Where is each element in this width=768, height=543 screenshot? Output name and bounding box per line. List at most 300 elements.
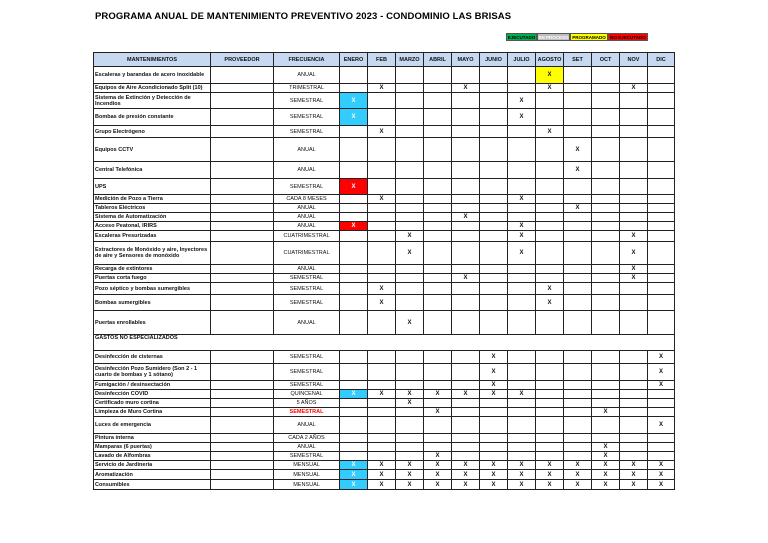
month-cell-agosto — [536, 242, 564, 265]
provider-cell — [211, 274, 274, 283]
month-cell-enero: X — [340, 109, 368, 126]
month-cell-nov — [620, 399, 648, 408]
table-row — [94, 109, 675, 126]
month-cell-agosto: X — [536, 480, 564, 490]
month-cell-junio — [480, 93, 508, 109]
month-cell-junio — [480, 311, 508, 335]
month-cell-julio — [508, 84, 536, 93]
month-cell-agosto — [536, 434, 564, 443]
month-cell-dic — [648, 434, 675, 443]
month-cell-abril — [424, 351, 452, 364]
month-cell-junio — [480, 417, 508, 434]
month-cell-junio — [480, 434, 508, 443]
month-cell-enero — [340, 126, 368, 138]
frequency-cell: SEMESTRAL — [274, 364, 340, 381]
month-cell-dic — [648, 452, 675, 461]
section-header-row — [94, 335, 675, 351]
month-cell-junio — [480, 109, 508, 126]
month-cell-oct — [592, 93, 620, 109]
month-cell-feb — [368, 179, 396, 195]
month-cell-enero — [340, 84, 368, 93]
table-row — [94, 381, 675, 390]
frequency-cell: QUINCENAL — [274, 390, 340, 399]
month-cell-junio — [480, 274, 508, 283]
column-header: FEB — [368, 53, 396, 67]
maintenance-schedule-table — [93, 52, 675, 490]
provider-cell — [211, 480, 274, 490]
month-cell-dic — [648, 138, 675, 162]
column-header: MARZO — [396, 53, 424, 67]
month-cell-oct — [592, 390, 620, 399]
month-cell-feb — [368, 311, 396, 335]
month-cell-set — [564, 364, 592, 381]
provider-cell — [211, 138, 274, 162]
month-cell-marzo — [396, 162, 424, 179]
column-header: JUNIO — [480, 53, 508, 67]
month-cell-mayo — [452, 408, 480, 417]
provider-cell — [211, 452, 274, 461]
table-row — [94, 364, 675, 381]
provider-cell — [211, 213, 274, 222]
month-cell-agosto — [536, 274, 564, 283]
month-cell-nov — [620, 364, 648, 381]
maintenance-name: Consumibles — [94, 480, 211, 490]
frequency-cell: SEMESTRAL — [274, 351, 340, 364]
month-cell-julio — [508, 204, 536, 213]
month-cell-marzo — [396, 364, 424, 381]
table-row — [94, 399, 675, 408]
month-cell-dic — [648, 295, 675, 311]
month-cell-mayo — [452, 242, 480, 265]
month-cell-oct — [592, 434, 620, 443]
column-header: ABRIL — [424, 53, 452, 67]
month-cell-julio — [508, 351, 536, 364]
month-cell-marzo — [396, 381, 424, 390]
month-cell-marzo — [396, 417, 424, 434]
maintenance-name: Central Telefónica — [94, 162, 211, 179]
month-cell-junio — [480, 399, 508, 408]
table-row — [94, 162, 675, 179]
month-cell-nov — [620, 417, 648, 434]
month-cell-nov — [620, 109, 648, 126]
maintenance-name: Desinfección COVID — [94, 390, 211, 399]
month-cell-feb — [368, 443, 396, 452]
month-cell-mayo — [452, 179, 480, 195]
month-cell-mayo — [452, 399, 480, 408]
frequency-cell: SEMESTRAL — [274, 283, 340, 295]
month-cell-nov — [620, 408, 648, 417]
month-cell-mayo — [452, 93, 480, 109]
month-cell-marzo: X — [396, 480, 424, 490]
month-cell-set: X — [564, 470, 592, 480]
month-cell-nov — [620, 381, 648, 390]
provider-cell — [211, 162, 274, 179]
month-cell-nov — [620, 204, 648, 213]
provider-cell — [211, 295, 274, 311]
month-cell-nov — [620, 93, 648, 109]
table-row — [94, 311, 675, 335]
month-cell-julio — [508, 399, 536, 408]
month-cell-junio: X — [480, 351, 508, 364]
month-cell-nov — [620, 213, 648, 222]
month-cell-oct — [592, 67, 620, 84]
table-row — [94, 138, 675, 162]
frequency-cell: MENSUAL — [274, 470, 340, 480]
month-cell-enero — [340, 195, 368, 204]
column-header: SET — [564, 53, 592, 67]
month-cell-set — [564, 195, 592, 204]
month-cell-marzo: X — [396, 311, 424, 335]
month-cell-marzo: X — [396, 390, 424, 399]
frequency-cell: CADA 8 MESES — [274, 195, 340, 204]
month-cell-julio — [508, 213, 536, 222]
frequency-cell: TRIMESTRAL — [274, 84, 340, 93]
month-cell-marzo — [396, 283, 424, 295]
column-header: MANTENIMIENTOS — [94, 53, 211, 67]
month-cell-nov — [620, 126, 648, 138]
month-cell-mayo — [452, 364, 480, 381]
provider-cell — [211, 470, 274, 480]
month-cell-julio: X — [508, 470, 536, 480]
month-cell-oct — [592, 109, 620, 126]
legend-item: EN PROCESO — [538, 35, 569, 40]
month-cell-oct — [592, 265, 620, 274]
month-cell-mayo: X — [452, 84, 480, 93]
month-cell-junio: X — [480, 480, 508, 490]
month-cell-dic: X — [648, 470, 675, 480]
column-header: DIC — [648, 53, 675, 67]
month-cell-julio — [508, 434, 536, 443]
month-cell-marzo — [396, 204, 424, 213]
frequency-cell: ANUAL — [274, 311, 340, 335]
month-cell-junio — [480, 195, 508, 204]
month-cell-abril — [424, 67, 452, 84]
month-cell-mayo — [452, 195, 480, 204]
month-cell-oct — [592, 213, 620, 222]
month-cell-oct: X — [592, 408, 620, 417]
month-cell-junio: X — [480, 364, 508, 381]
legend-item: PROGRAMADO — [570, 33, 608, 41]
month-cell-set — [564, 93, 592, 109]
month-cell-marzo: X — [396, 470, 424, 480]
month-cell-marzo — [396, 179, 424, 195]
month-cell-abril: X — [424, 480, 452, 490]
month-cell-agosto — [536, 109, 564, 126]
month-cell-junio: X — [480, 390, 508, 399]
month-cell-junio — [480, 283, 508, 295]
month-cell-dic — [648, 311, 675, 335]
month-cell-junio — [480, 452, 508, 461]
month-cell-nov — [620, 179, 648, 195]
month-cell-junio — [480, 162, 508, 179]
month-cell-abril — [424, 126, 452, 138]
month-cell-dic — [648, 408, 675, 417]
month-cell-set — [564, 231, 592, 242]
frequency-cell: SEMESTRAL — [274, 452, 340, 461]
maintenance-name: Extractores de Monóxido y aire, Inyectores de aire y Sensores de monóxido — [94, 242, 211, 265]
maintenance-name: Tableros Eléctricos — [94, 204, 211, 213]
month-cell-abril: X — [424, 470, 452, 480]
maintenance-name: Sistema de Extinción y Detección de Incendios — [94, 93, 211, 109]
month-cell-set: X — [564, 162, 592, 179]
month-cell-dic: X — [648, 480, 675, 490]
provider-cell — [211, 84, 274, 93]
month-cell-dic — [648, 109, 675, 126]
column-header: NOV — [620, 53, 648, 67]
month-cell-enero — [340, 274, 368, 283]
month-cell-marzo — [396, 84, 424, 93]
month-cell-abril — [424, 265, 452, 274]
month-cell-set — [564, 213, 592, 222]
month-cell-agosto — [536, 443, 564, 452]
maintenance-name: Equipos CCTV — [94, 138, 211, 162]
month-cell-marzo — [396, 295, 424, 311]
month-cell-nov: X — [620, 461, 648, 470]
month-cell-marzo — [396, 213, 424, 222]
month-cell-nov — [620, 283, 648, 295]
month-cell-mayo — [452, 67, 480, 84]
month-cell-julio — [508, 265, 536, 274]
month-cell-junio — [480, 179, 508, 195]
month-cell-feb — [368, 204, 396, 213]
month-cell-dic: X — [648, 417, 675, 434]
month-cell-abril — [424, 443, 452, 452]
month-cell-set — [564, 417, 592, 434]
provider-cell — [211, 434, 274, 443]
month-cell-abril — [424, 162, 452, 179]
column-header: AGOSTO — [536, 53, 564, 67]
month-cell-dic — [648, 274, 675, 283]
month-cell-junio — [480, 126, 508, 138]
month-cell-agosto — [536, 222, 564, 231]
maintenance-name: Bombas sumergibles — [94, 295, 211, 311]
frequency-cell: CADA 2 AÑOS — [274, 434, 340, 443]
table-row — [94, 67, 675, 84]
month-cell-oct — [592, 274, 620, 283]
month-cell-junio: X — [480, 470, 508, 480]
month-cell-dic — [648, 162, 675, 179]
month-cell-abril — [424, 222, 452, 231]
month-cell-oct — [592, 295, 620, 311]
maintenance-name: Equipos de Aire Acondicionado Split (10) — [94, 84, 211, 93]
provider-cell — [211, 242, 274, 265]
month-cell-abril — [424, 195, 452, 204]
month-cell-marzo — [396, 434, 424, 443]
month-cell-set — [564, 222, 592, 231]
month-cell-abril — [424, 283, 452, 295]
month-cell-julio — [508, 381, 536, 390]
month-cell-abril — [424, 84, 452, 93]
table-row — [94, 443, 675, 452]
month-cell-enero — [340, 417, 368, 434]
document-title: PROGRAMA ANUAL DE MANTENIMIENTO PREVENTIVO 2023 - CONDOMINIO LAS BRISAS — [95, 11, 512, 22]
month-cell-agosto — [536, 162, 564, 179]
month-cell-abril — [424, 274, 452, 283]
month-cell-feb — [368, 162, 396, 179]
month-cell-enero: X — [340, 93, 368, 109]
table-row — [94, 452, 675, 461]
month-cell-agosto — [536, 408, 564, 417]
month-cell-oct: X — [592, 480, 620, 490]
maintenance-name: Recarga de extintores — [94, 265, 211, 274]
month-cell-agosto — [536, 179, 564, 195]
month-cell-agosto — [536, 364, 564, 381]
column-header: FRECUENCIA — [274, 53, 340, 67]
month-cell-julio — [508, 295, 536, 311]
provider-cell — [211, 311, 274, 335]
month-cell-junio — [480, 408, 508, 417]
frequency-cell: ANUAL — [274, 417, 340, 434]
month-cell-feb — [368, 213, 396, 222]
month-cell-feb: X — [368, 195, 396, 204]
month-cell-abril — [424, 109, 452, 126]
month-cell-set — [564, 179, 592, 195]
month-cell-abril — [424, 295, 452, 311]
table-row — [94, 179, 675, 195]
month-cell-mayo — [452, 311, 480, 335]
frequency-cell: SEMESTRAL — [274, 381, 340, 390]
frequency-cell: ANUAL — [274, 213, 340, 222]
month-cell-mayo — [452, 162, 480, 179]
month-cell-set — [564, 351, 592, 364]
provider-cell — [211, 109, 274, 126]
month-cell-marzo — [396, 274, 424, 283]
frequency-cell: SEMESTRAL — [274, 109, 340, 126]
frequency-cell: MENSUAL — [274, 461, 340, 470]
month-cell-mayo — [452, 265, 480, 274]
month-cell-agosto — [536, 417, 564, 434]
month-cell-feb: X — [368, 461, 396, 470]
month-cell-julio: X — [508, 242, 536, 265]
month-cell-feb — [368, 242, 396, 265]
maintenance-name: Aromatización — [94, 470, 211, 480]
maintenance-name: Limpieza de Muro Cortina — [94, 408, 211, 417]
table-row — [94, 93, 675, 109]
provider-cell — [211, 231, 274, 242]
month-cell-mayo — [452, 126, 480, 138]
month-cell-abril — [424, 213, 452, 222]
month-cell-abril: X — [424, 408, 452, 417]
legend-item: NO EJECUTADO — [608, 33, 648, 41]
month-cell-mayo: X — [452, 480, 480, 490]
month-cell-nov: X — [620, 242, 648, 265]
month-cell-agosto — [536, 311, 564, 335]
maintenance-name: Pintura interna — [94, 434, 211, 443]
month-cell-abril: X — [424, 452, 452, 461]
month-cell-dic — [648, 222, 675, 231]
month-cell-nov — [620, 222, 648, 231]
month-cell-feb: X — [368, 84, 396, 93]
month-cell-junio — [480, 231, 508, 242]
month-cell-julio: X — [508, 231, 536, 242]
maintenance-name: Mamparas (6 puertas) — [94, 443, 211, 452]
month-cell-nov — [620, 311, 648, 335]
month-cell-dic: X — [648, 461, 675, 470]
month-cell-dic — [648, 84, 675, 93]
provider-cell — [211, 408, 274, 417]
month-cell-oct — [592, 138, 620, 162]
month-cell-set — [564, 84, 592, 93]
column-header: PROVEEDOR — [211, 53, 274, 67]
month-cell-enero — [340, 364, 368, 381]
month-cell-oct — [592, 195, 620, 204]
month-cell-set — [564, 126, 592, 138]
month-cell-julio — [508, 138, 536, 162]
month-cell-enero — [340, 204, 368, 213]
month-cell-set: X — [564, 204, 592, 213]
month-cell-marzo — [396, 67, 424, 84]
month-cell-julio — [508, 126, 536, 138]
month-cell-marzo — [396, 222, 424, 231]
month-cell-abril: X — [424, 390, 452, 399]
month-cell-mayo: X — [452, 213, 480, 222]
maintenance-name: Escaleras y barandas de acero inoxidable — [94, 67, 211, 84]
month-cell-julio: X — [508, 390, 536, 399]
month-cell-feb — [368, 109, 396, 126]
month-cell-enero — [340, 295, 368, 311]
table-row — [94, 195, 675, 204]
month-cell-feb — [368, 417, 396, 434]
table-row — [94, 265, 675, 274]
frequency-cell: 5 AÑOS — [274, 399, 340, 408]
month-cell-set — [564, 274, 592, 283]
frequency-cell: SEMESTRAL — [274, 408, 340, 417]
month-cell-oct — [592, 381, 620, 390]
month-cell-agosto: X — [536, 126, 564, 138]
month-cell-enero — [340, 265, 368, 274]
month-cell-marzo — [396, 109, 424, 126]
month-cell-abril — [424, 417, 452, 434]
month-cell-dic — [648, 204, 675, 213]
month-cell-enero — [340, 351, 368, 364]
month-cell-dic — [648, 265, 675, 274]
month-cell-oct: X — [592, 470, 620, 480]
month-cell-agosto — [536, 138, 564, 162]
table-row — [94, 126, 675, 138]
month-cell-feb: X — [368, 295, 396, 311]
month-cell-enero — [340, 67, 368, 84]
table-row — [94, 231, 675, 242]
month-cell-julio: X — [508, 461, 536, 470]
frequency-cell: ANUAL — [274, 265, 340, 274]
month-cell-feb — [368, 265, 396, 274]
month-cell-mayo — [452, 204, 480, 213]
month-cell-marzo — [396, 126, 424, 138]
month-cell-oct: X — [592, 452, 620, 461]
month-cell-oct — [592, 204, 620, 213]
month-cell-agosto — [536, 390, 564, 399]
month-cell-enero — [340, 434, 368, 443]
month-cell-set — [564, 265, 592, 274]
month-cell-junio: X — [480, 381, 508, 390]
month-cell-agosto: X — [536, 461, 564, 470]
table-row — [94, 480, 675, 490]
month-cell-agosto — [536, 93, 564, 109]
month-cell-mayo — [452, 417, 480, 434]
legend-item: EJECUTADO — [507, 35, 536, 40]
month-cell-julio — [508, 364, 536, 381]
table-row — [94, 242, 675, 265]
month-cell-nov — [620, 443, 648, 452]
month-cell-agosto: X — [536, 67, 564, 84]
table-row — [94, 204, 675, 213]
month-cell-julio — [508, 274, 536, 283]
maintenance-name: Desinfección de cisternas — [94, 351, 211, 364]
month-cell-oct — [592, 351, 620, 364]
month-cell-set — [564, 390, 592, 399]
frequency-cell: SEMESTRAL — [274, 179, 340, 195]
month-cell-mayo — [452, 231, 480, 242]
